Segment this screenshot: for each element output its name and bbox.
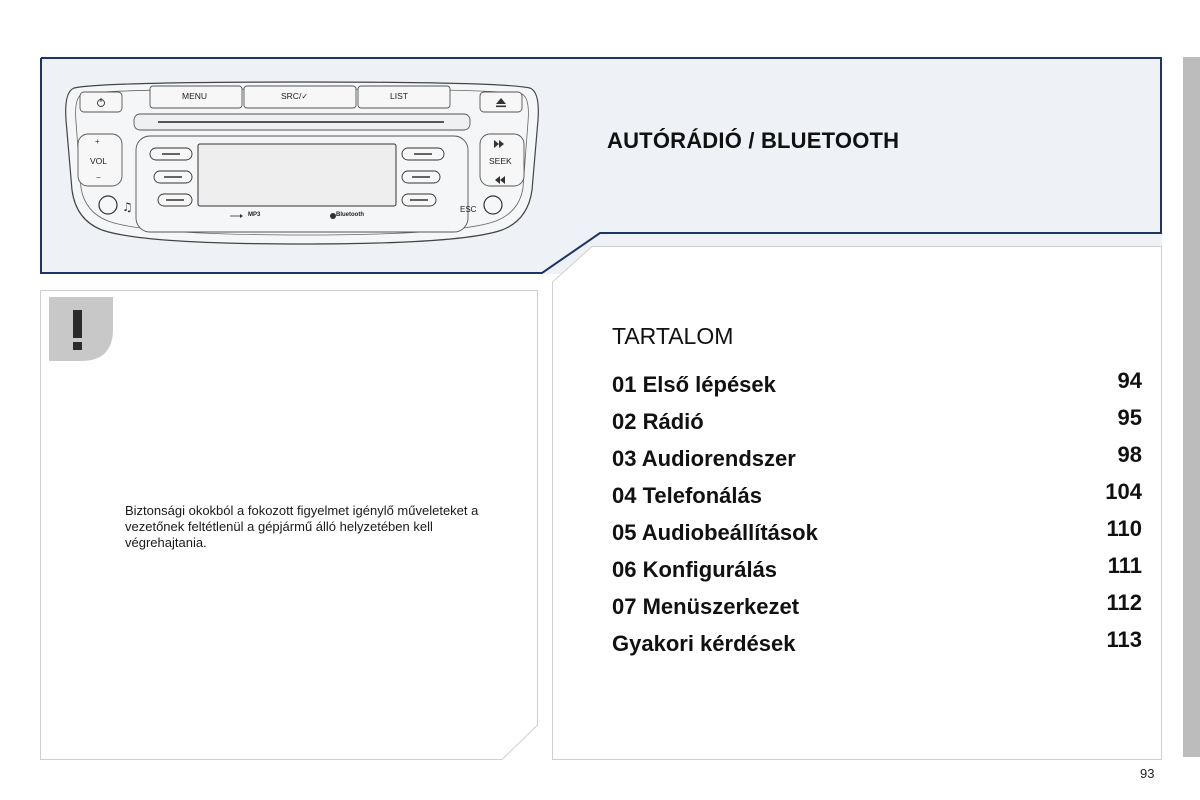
- toc-item-label: 03 Audiorendszer: [612, 446, 796, 471]
- toc-item-page: 113: [1106, 627, 1142, 652]
- toc-item-label: 05 Audiobeállítások: [612, 520, 818, 545]
- radio-menu-label: MENU: [182, 91, 208, 101]
- toc-item-04[interactable]: [612, 479, 1152, 513]
- toc-item-label: 07 Menüszerkezet: [612, 594, 800, 619]
- warning-text: Biztonsági okokból a fokozott figyelmet igénylő műveleteket a vezetőnek feltétlenül a gépjármű álló helyzetében kell végrehajtania.: [125, 503, 479, 550]
- toc-item-page: 110: [1106, 516, 1142, 541]
- toc-item-page: 112: [1106, 590, 1142, 615]
- toc-item-05[interactable]: [612, 516, 1152, 550]
- toc-item-label: 02 Rádió: [612, 409, 704, 434]
- toc-item-label: 01 Első lépések: [612, 372, 776, 397]
- radio-src-text: SRC/: [281, 91, 302, 101]
- car-radio-illustration: [62, 80, 542, 245]
- toc-item-label: 04 Telefonálás: [612, 483, 762, 508]
- radio-esc-label: ESC: [460, 205, 477, 214]
- radio-vol-plus: +: [95, 137, 100, 146]
- radio-bluetooth-label: Bluetooth: [336, 212, 364, 218]
- toc-item-page: 98: [1117, 442, 1142, 467]
- toc-item-page: 94: [1117, 368, 1142, 393]
- radio-list-label: LIST: [390, 91, 408, 101]
- side-tab: [1183, 57, 1200, 757]
- radio-vol-label: VOL: [90, 156, 108, 166]
- radio-mp3-label: MP3: [248, 212, 261, 218]
- radio-seek-label: SEEK: [489, 156, 512, 166]
- toc-item-page: 111: [1107, 553, 1142, 578]
- page-number: 93: [1140, 766, 1155, 781]
- svg-text:♫: ♫: [122, 200, 133, 214]
- phone-icon: ✓: [301, 92, 309, 101]
- toc-item-03[interactable]: [612, 442, 1152, 476]
- exclamation-icon: [49, 297, 113, 361]
- toc-item-06[interactable]: [612, 553, 1152, 587]
- toc-item-faq[interactable]: [612, 627, 1152, 661]
- radio-src-label: [281, 91, 308, 101]
- toc-item-label: 06 Konfigurálás: [612, 557, 778, 582]
- radio-vol-minus: −: [96, 173, 101, 182]
- toc-item-07[interactable]: [612, 590, 1152, 624]
- toc-heading: TARTALOM: [612, 323, 734, 349]
- toc-item-page: 95: [1117, 405, 1142, 430]
- toc-item-01[interactable]: [612, 368, 1152, 402]
- warning-badge: [49, 297, 113, 361]
- toc-item-02[interactable]: [612, 405, 1152, 439]
- section-title: AUTÓRÁDIÓ / BLUETOOTH: [607, 128, 900, 153]
- toc-item-label: Gyakori kérdések: [612, 631, 796, 656]
- toc-item-page: 104: [1105, 479, 1142, 504]
